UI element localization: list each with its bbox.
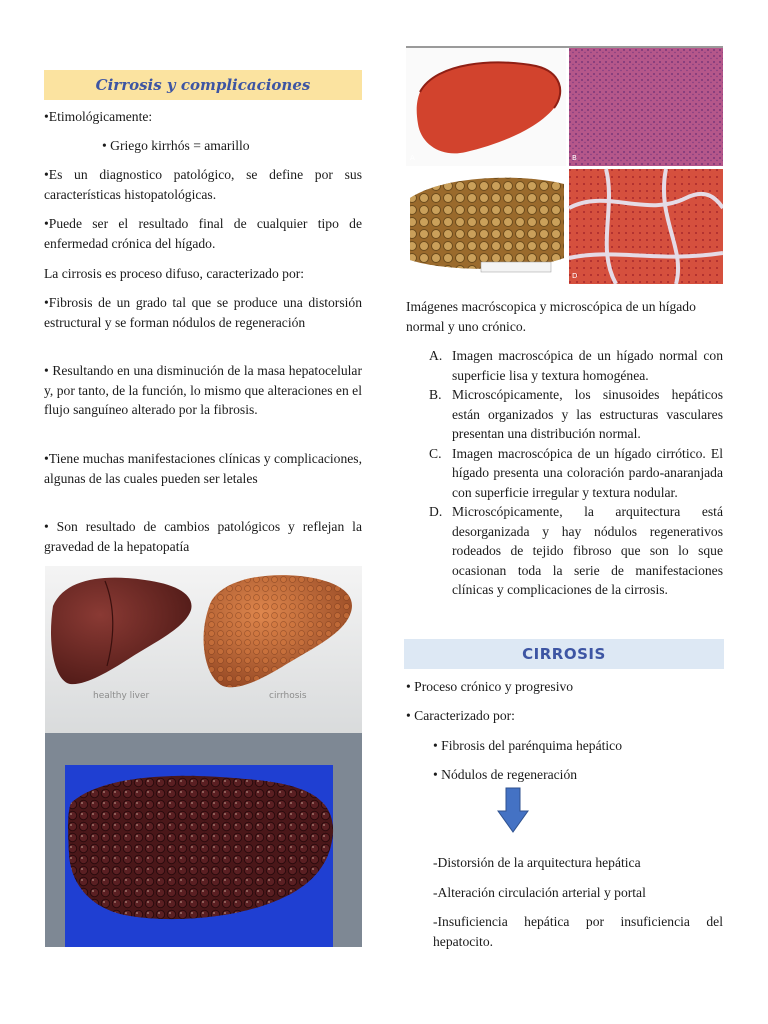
result-insuficiencia: -Insuficiencia hepática por insuficiencia del hepatocito. — [433, 914, 723, 949]
title-text: Cirrosis y complicaciones — [95, 76, 311, 94]
paragraph-3: La cirrosis es proceso difuso, caracterizado por: — [44, 266, 305, 281]
healthy-vs-cirrhosis-liver-illustration — [45, 566, 362, 733]
paragraph-6: •Tiene muchas manifestaciones clínicas y complicaciones, algunas de las cuales pueden ser letales — [44, 451, 362, 486]
panel-label-c: C — [410, 272, 415, 280]
figure-caption: Imágenes macróscopica y microscópica de un hígado normal y uno crónico. — [406, 299, 696, 334]
sub-bullet-fibrosis: • Fibrosis del parénquima hepático — [433, 738, 622, 753]
bullet-caracterizado: • Caracterizado por: — [406, 708, 515, 723]
figure-description-list — [429, 346, 723, 600]
list-item: A. Imagen macroscópica de un hígado normal con superficie lisa y textura homogénea. — [429, 348, 723, 383]
paragraph-4: •Fibrosis de un grado tal que se produce una distorsión estructural y se forman nódulos de regeneración — [44, 295, 362, 330]
paragraph-5: • Resultando en una disminución de la masa hepatocelular y, por tanto, de la función, lo mismo que alteraciones en el flujo sanguíneo alterado por la fibrosis. — [44, 363, 362, 417]
label-healthy-liver: healthy liver — [93, 691, 150, 701]
etymology-heading: •Etimológicamente: — [44, 109, 153, 124]
section-title-cirrosis — [404, 639, 724, 669]
label-cirrhosis: cirrhosis — [269, 691, 307, 701]
title-text: CIRROSIS — [522, 645, 606, 663]
sub-bullet-nodulos: • Nódulos de regeneración — [433, 767, 578, 782]
result-alteracion: -Alteración circulación arterial y portal — [433, 885, 646, 900]
panel-label-d: D — [572, 272, 578, 280]
panel-label-a: A — [410, 154, 415, 162]
bullet-proceso: • Proceso crónico y progresivo — [406, 679, 574, 694]
list-item: B. Microscópicamente, los sinusoides hepáticos están organizados y las estructuras vasculares presentan una distribución normal. — [429, 387, 723, 441]
list-item: C. Imagen macroscópica de un hígado cirrótico. El hígado presenta una coloración pardo-anaranjada con superficie irregular y textura nodular. — [429, 445, 723, 500]
down-arrow-icon — [497, 787, 529, 833]
paragraph-7: • Son resultado de cambios patológicos y reflejan la gravedad de la hepatopatía — [44, 519, 362, 554]
panel-label-b: B — [572, 154, 577, 162]
etymology-bullet: • Griego kirrhós = amarillo — [102, 138, 250, 153]
paragraph-2: •Puede ser el resultado final de cualquier tipo de enfermedad crónica del hígado. — [44, 216, 362, 251]
result-distorsion: -Distorsión de la arquitectura hepática — [433, 855, 641, 870]
section-title-cirrosis-complicaciones — [44, 70, 362, 100]
paragraph-1: •Es un diagnostico patológico, se define por sus características histopatológicas. — [44, 167, 362, 202]
cirrhotic-liver-photo — [45, 733, 362, 947]
list-item: D. Microscópicamente, la arquitectura está desorganizada y hay nódulos regenerativos rodeados de tejido fibroso que son lo sque ocasionan toda la serie de manifestaciones clínicas y complicaciones de la cirrosis. — [429, 504, 723, 597]
liver-panels-figure — [406, 48, 723, 284]
